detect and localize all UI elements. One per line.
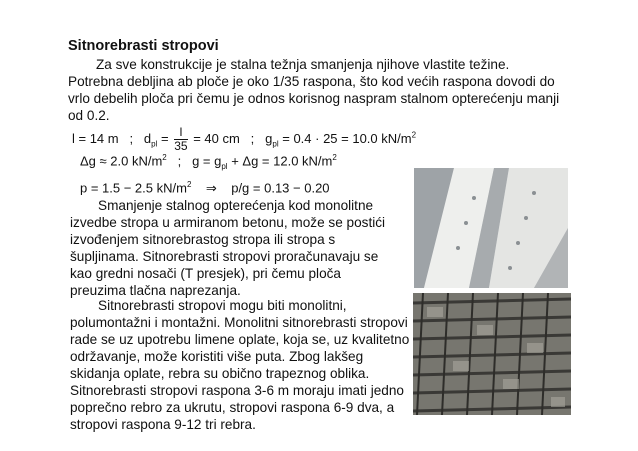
eq-sub: pl <box>221 161 228 171</box>
eq-equals: = <box>161 130 169 146</box>
equation-ratio <box>80 180 330 196</box>
eq-d-sub: pl <box>151 139 158 149</box>
reduction-text: Smanjenje stalnog opterećenja kod monolitne izvedbe stropa u armiranom betonu, može se postići izvođenjem sitnorebrastog stropa ili stropa s šupljinama. Sitnorebrasti stropovi proračunavaju se kao gredni nosači (T presjek), pri čemu ploča preuzima tlačna naprezanja. <box>70 198 386 298</box>
eq-g: g <box>265 130 273 146</box>
eq-ratio: p/g = 0.13 − 0.20 <box>231 180 330 196</box>
eq-g-expr: = 0.4 · 25 = 10.0 kN/m <box>282 130 412 146</box>
page-title: Sitnorebrasti stropovi <box>68 38 219 54</box>
eq-separator: ; <box>250 130 255 146</box>
eq-span: l = 14 m <box>72 130 119 146</box>
eq-delta-g: Δg ≈ 2.0 kN/m <box>80 153 163 169</box>
reinforcement-photo <box>413 293 571 415</box>
reinforcement-illustration <box>413 293 571 415</box>
equation-load <box>80 153 337 171</box>
eq-g-sup: 2 <box>411 130 417 140</box>
fraction-denominator: 35 <box>174 139 188 153</box>
eq-sup: 2 <box>162 153 167 162</box>
implies-arrow: ⇒ <box>205 180 217 196</box>
eq-d-result: = 40 cm <box>193 130 240 146</box>
eq-g-sub: pl <box>272 139 279 149</box>
intro-text: Za sve konstrukcije je stalna težnja smanjenja njihove vlastite težine. Potrebna debljina ab ploče je oko 1/35 raspona, što kod većih raspona dovodi do vrlo debelih ploča pri čemu je odnos korisnog naspram stalnom opterećenju manji od 0.2. <box>68 57 560 123</box>
formwork-illustration <box>414 168 568 288</box>
eq-g-total: g = g <box>192 153 222 169</box>
fraction-numerator: l <box>174 126 187 140</box>
eq-g-total-value: + Δg = 12.0 kN/m <box>227 153 333 169</box>
eq-separator: ; <box>129 130 134 146</box>
eq-separator: ; <box>177 153 182 169</box>
eq-sup: 2 <box>332 153 337 162</box>
eq-sup: 2 <box>186 180 192 189</box>
intro-paragraph <box>68 56 568 124</box>
eq-live-load: p = 1.5 − 2.5 kN/m <box>80 180 187 196</box>
paragraph-reduction <box>70 197 400 299</box>
types-text: Sitnorebrasti stropovi mogu biti monolitni, polumontažni i montažni. Monolitni sitnorebrasti stropovi rade se uz upotrebu limene oplate, koja se, uz kvalitetno održavanje, može koristiti više puta. Zbog lakšeg skidanja oplate, rebra su obično trapeznog oblika. Sitnorebrasti stropovi raspona 3-6 m moraju imati jedno poprečno rebro za ukrutu, stropovi raspona 6-9 dva, a stropovi raspona 9-12 tri rebra. <box>70 298 410 432</box>
formwork-photo <box>414 168 568 288</box>
paragraph-types <box>70 297 410 433</box>
equation-span-depth <box>72 126 416 153</box>
fraction <box>174 126 187 153</box>
eq-d: d <box>143 130 152 146</box>
